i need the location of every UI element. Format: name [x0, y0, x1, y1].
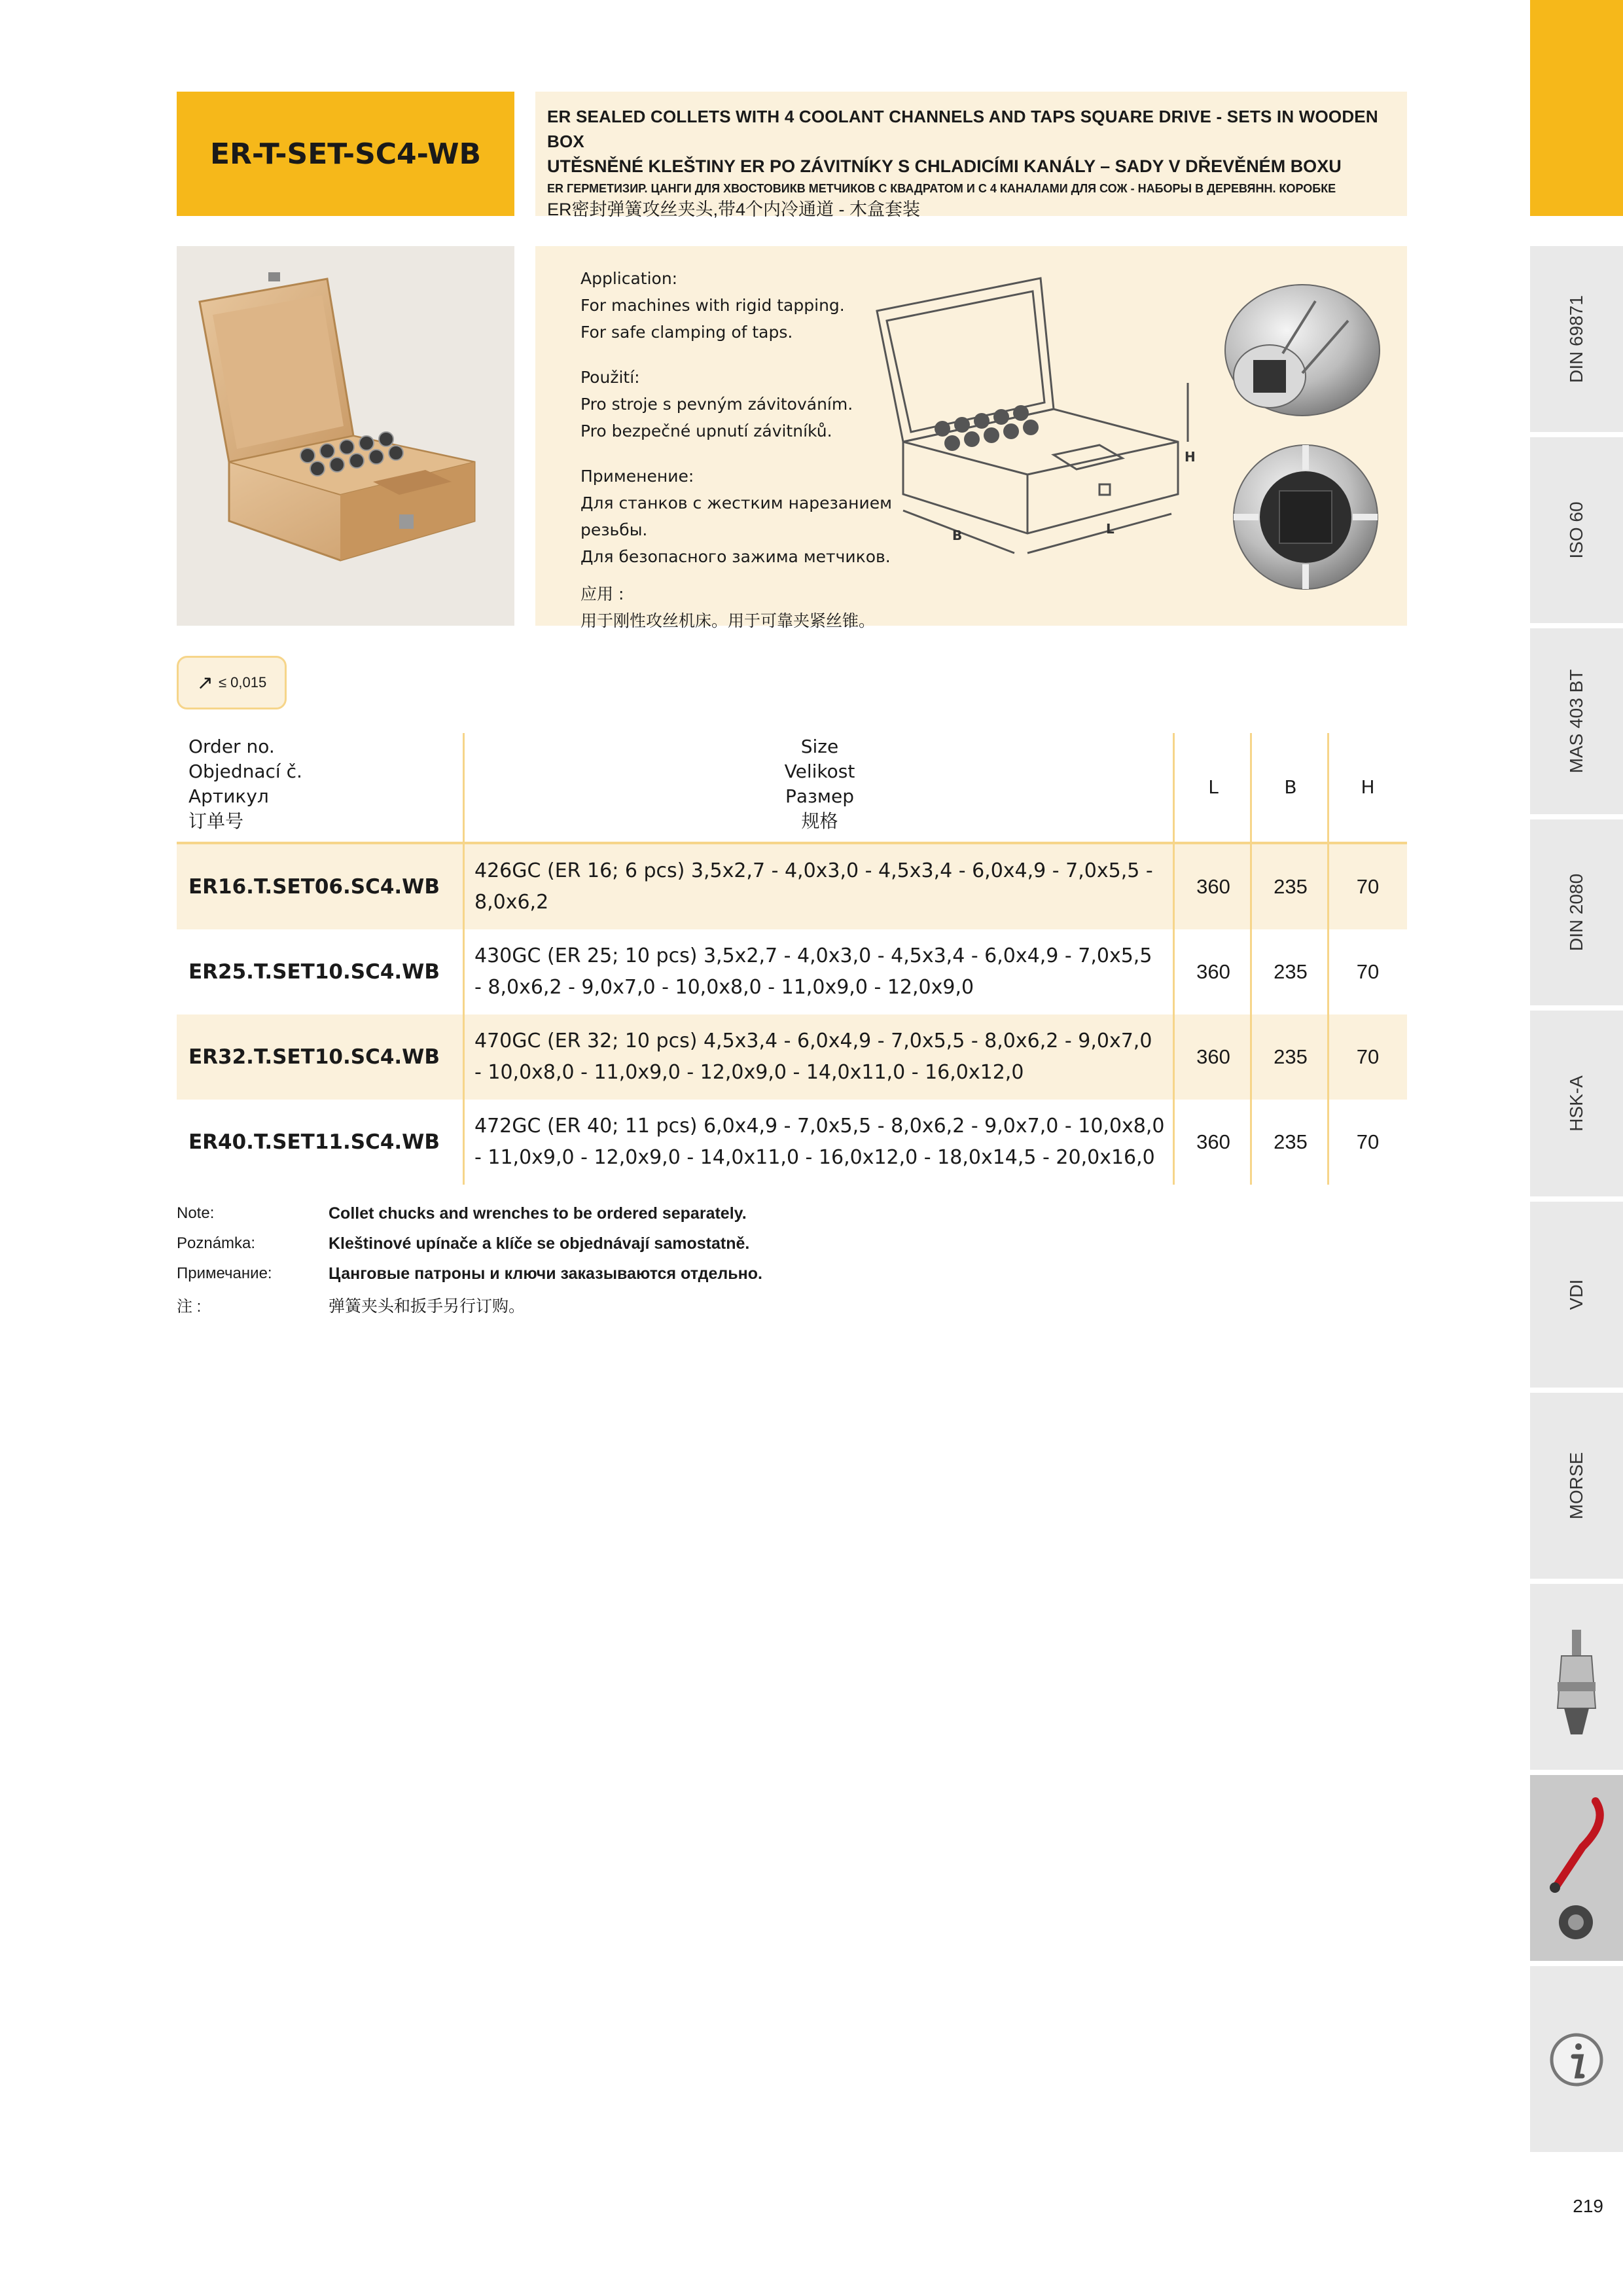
order-number: ER40.T.SET11.SC4.WB: [188, 1130, 440, 1154]
table-row: [177, 1014, 1407, 1100]
tab-drill-chucks[interactable]: [1530, 1584, 1623, 1772]
column-divider: [1327, 733, 1329, 1185]
column-divider: [1173, 733, 1175, 1185]
header-size: [465, 734, 1175, 834]
dim-b: 235: [1274, 960, 1308, 983]
tab-label: DIN 2080: [1566, 873, 1586, 952]
tolerance-badge: [177, 656, 287, 709]
runout-arrow-icon: ↗: [196, 672, 213, 694]
collet-images: [1217, 262, 1400, 602]
header-size-ru: Размер: [785, 785, 855, 807]
order-number: ER25.T.SET10.SC4.WB: [188, 960, 440, 984]
size-description: 472GC (ER 40; 11 pcs) 6,0x4,9 - 7,0x5,5 - 8,0x6,2 - 9,0x7,0 - 10,0x8,0 - 11,0x9,0 - 12,0x9,0 - 14,0x11,0 - 16,0x12,0 - 18,0x14,5 - 20,0x16,0: [474, 1115, 1165, 1169]
application-line: 用于刚性攻丝机床。用于可靠夹紧丝锥。: [580, 611, 876, 630]
title-block: [535, 92, 1407, 219]
tab-label: MORSE: [1566, 1452, 1586, 1520]
application-heading-cz: Použití:: [580, 368, 640, 387]
box-dimension-drawing: [864, 265, 1204, 586]
tab-din-2080[interactable]: [1530, 819, 1623, 1007]
note-label: Примечание:: [177, 1265, 272, 1282]
dim-b: 235: [1274, 1045, 1308, 1068]
title-ru: ER ГЕРМЕТИЗИР. ЦАНГИ ДЛЯ ХВОСТОВИКВ МЕТЧИКОВ С КВАДРАТОМ И С 4 КАНАЛАМИ ДЛЯ СОЖ - НАБОРЫ В ДЕРЕВЯНН. КОРОБКЕ: [547, 181, 1336, 195]
table-row: [177, 929, 1407, 1014]
dim-label-b: B: [952, 528, 963, 543]
tab-hsk-a[interactable]: [1530, 1011, 1623, 1198]
application-line: For safe clamping of taps.: [580, 323, 793, 342]
header-size-cz: Velikost: [784, 761, 855, 782]
dim-label-l: L: [1106, 521, 1115, 537]
order-number: ER32.T.SET10.SC4.WB: [188, 1045, 440, 1069]
size-description: 470GC (ER 32; 10 pcs) 4,5x3,4 - 6,0x4,9 - 7,0x5,5 - 8,0x6,2 - 9,0x7,0 - 10,0x8,0 - 11,0x9,0 - 12,0x9,0 - 14,0x11,0 - 16,0x12,0: [474, 1030, 1152, 1084]
page-number: 219: [1573, 2196, 1603, 2216]
info-icon: [1530, 1966, 1623, 2154]
header-b: B: [1284, 776, 1297, 798]
note-label: Note:: [177, 1204, 215, 1222]
order-number: ER16.T.SET06.SC4.WB: [188, 875, 440, 899]
size-description: 430GC (ER 25; 10 pcs) 3,5x2,7 - 4,0x3,0 - 4,5x3,4 - 6,0x4,9 - 7,0x5,5 - 8,0x6,2 - 9,0x7,0 - 10,0x8,0 - 11,0x9,0 - 12,0x9,0: [474, 944, 1152, 999]
tab-label: DIN 69871: [1566, 295, 1586, 383]
tab-info[interactable]: [1530, 1966, 1623, 2154]
dim-h: 70: [1356, 875, 1380, 898]
product-photo: [177, 246, 514, 626]
tab-label: ISO 60: [1566, 501, 1586, 559]
collet-side-view: [1225, 285, 1380, 416]
dim-label-h: H: [1185, 449, 1196, 465]
dim-b: 235: [1274, 875, 1308, 898]
header-order-cz: Objednací č.: [188, 761, 302, 782]
application-line: Pro bezpečné upnutí závitníků.: [580, 422, 832, 440]
header-order-ru: Артикул: [188, 785, 269, 807]
drill-chuck-icon: [1530, 1584, 1623, 1772]
header-h: H: [1361, 776, 1375, 798]
tab-label: VDI: [1566, 1279, 1586, 1310]
note-text: Collet chucks and wrenches to be ordered separately.: [329, 1204, 747, 1223]
collet-front-view: [1234, 445, 1378, 589]
header-size-en: Size: [800, 736, 839, 757]
title-cz: UTĚSNĚNÉ KLEŠTINY ER PO ZÁVITNÍKY S CHLADICÍMI KANÁLY – SADY V DŘEVĚNÉM BOXU: [547, 156, 1342, 177]
application-line: For machines with rigid tapping.: [580, 296, 845, 315]
dim-h: 70: [1356, 960, 1380, 983]
tab-mas-403-bt[interactable]: [1530, 628, 1623, 816]
tolerance-value: ≤ 0,015: [218, 674, 267, 691]
size-description: 426GC (ER 16; 6 pcs) 3,5x2,7 - 4,0x3,0 - 4,5x3,4 - 6,0x4,9 - 7,0x5,5 - 8,0x6,2: [474, 859, 1153, 914]
application-line: Для станков с жестким нарезанием резьбы.: [580, 493, 892, 539]
header-size-cn: 规格: [801, 810, 838, 832]
application-heading-ru: Применение:: [580, 467, 694, 486]
dim-h: 70: [1356, 1045, 1380, 1068]
application-heading-cn: 应用 :: [580, 584, 624, 603]
note-label: Poznámka:: [177, 1234, 256, 1252]
header-l: L: [1208, 776, 1219, 798]
wooden-box-photo: [177, 246, 514, 626]
application-line: Для безопасного зажима метчиков.: [580, 547, 891, 566]
wrench-nut-icon: [1530, 1775, 1623, 1963]
product-code: ER-T-SET-SC4-WB: [177, 92, 514, 216]
dim-b: 235: [1274, 1130, 1308, 1153]
dim-l: 360: [1196, 960, 1230, 983]
table-row: [177, 844, 1407, 929]
dim-l: 360: [1196, 875, 1230, 898]
dim-l: 360: [1196, 1045, 1230, 1068]
dim-l: 360: [1196, 1130, 1230, 1153]
tab-wrenches[interactable]: [1530, 1775, 1623, 1963]
tab-iso-60[interactable]: [1530, 437, 1623, 625]
sidebar-accent: [1530, 0, 1623, 216]
tab-vdi[interactable]: [1530, 1202, 1623, 1390]
table-row: [177, 1100, 1407, 1185]
note-text: Цанговые патроны и ключи заказываются отдельно.: [329, 1265, 762, 1283]
column-divider: [463, 733, 465, 1185]
title-cn: ER密封弹簧攻丝夹头,带4个内冷通道 - 木盒套装: [547, 199, 921, 219]
tab-morse[interactable]: [1530, 1393, 1623, 1581]
dim-h: 70: [1356, 1130, 1380, 1153]
application-heading-en: Application:: [580, 269, 678, 288]
header-order-cn: 订单号: [188, 810, 244, 832]
tab-label: HSK-A: [1566, 1075, 1586, 1132]
title-en: ER SEALED COLLETS WITH 4 COOLANT CHANNELS AND TAPS SQUARE DRIVE - SETS IN WOODEN BOX: [547, 107, 1378, 151]
header-order-en: Order no.: [188, 736, 275, 757]
application-line: Pro stroje s pevným závitováním.: [580, 395, 853, 414]
note-label: 注 :: [177, 1298, 202, 1316]
note-text: Kleštinové upínače a klíče se objednávají samostatně.: [329, 1234, 750, 1253]
column-divider: [1250, 733, 1252, 1185]
note-text: 弹簧夹头和扳手另行订购。: [329, 1297, 526, 1316]
tab-label: MAS 403 BT: [1566, 669, 1586, 774]
tab-din-69871[interactable]: [1530, 246, 1623, 434]
header-order: [188, 734, 302, 834]
